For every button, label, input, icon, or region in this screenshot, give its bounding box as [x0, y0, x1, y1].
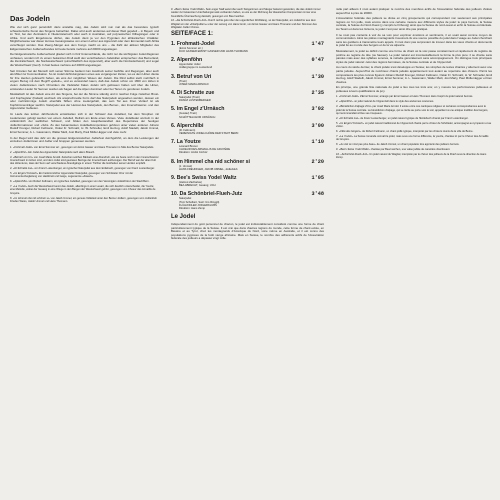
track-entry — [171, 191, 324, 209]
track-title: 1. Frohmatt-Jodel — [171, 40, 215, 47]
german-paragraphs — [10, 26, 159, 144]
track-credit: Naturjodel (Trad.) — [179, 96, 200, 100]
track-title: 5. Im Engel z'Urnäsch — [171, 106, 225, 113]
paragraph: nulle part ailleurs il n'est autant pratiqué: le nombre des membres actifs de l'Association fédérale des jodleurs d'élève aujourd'hui à près de 20000. — [336, 7, 492, 15]
track-note-title: 2. «Alpenföhn» — [336, 100, 354, 104]
track-note — [336, 100, 492, 103]
track-duration: 3'02 — [311, 106, 324, 113]
french-track-notes — [336, 95, 492, 159]
paragraph: Seit Urzeiten hat der Mensch sich seiner Stimme bedient zum Ausdruck seiner Gefühle und Regungen, aber auch als Mittel zur Kommunikation. So ist Jodeln Erfindungsraum eines aus vergangener Zeiten, wo es dem Hirten diente für ihre Herden gebraucht haben, als eins der möglichen Wesen der Jodeln. Die Rind selbst steht mehrfach in engem Bezug mit dem Begriff »jodeln«, und es verwundert kaum, daß das Jodeln schon um 1800 von Hirten in vielen Jodlerkreisen nach Chroniken die Vielstiefel Kalan Jodeln sich gebrauen haben soll über die Hirten, entstanden Lieder für Sennen wurden als Sagen auf die Alpen dominiert oder bei Tieren zu gerufenen Jodeln. — [10, 68, 159, 91]
track-credit: (J. Ummel) — [179, 164, 193, 168]
track-note — [171, 8, 324, 18]
track-note-text: La Suisse romande connaît le jodel, mais sous une forme différente, la youtze, chantée ici par le Chœur des Armaillis de Gruyère. — [336, 134, 489, 141]
track-note-text: de Robert Fellmann, un chant jodlé typique, interprété par les chœurs réunis de la ville de Berne. — [362, 129, 474, 133]
track-title: 6. Alperchilbi — [171, 122, 204, 129]
track-credit: (Gustav) Trad.) — [179, 112, 198, 116]
paragraph: En principe, une grande fête nationale du jodel a lieu tous les trois ans; on y mesure les performances jodleuses et jodleuses à leurs qualifications de jury. — [336, 85, 492, 93]
track-note — [10, 167, 159, 170]
track-credit: (Helmut Zacharias) — [179, 181, 202, 185]
paragraph: L'Association fédérale des jodleurs se divise en cinq groupements qui correspondent non seulement aux principales régions où l'on jodle, mais encore dans une certaine mesure aux différents styles de jodel: le pays bernois, la Suisse centrale, la Suisse du Nord-Ouest (y compris le Fribourg) ainsi que la Suisse du nord-ouest et enfin la Suisse occidentale. Au Tessin et dans les Grisons, le jodel n'est pour ainsi dire pas pratiqué. — [336, 16, 492, 31]
track-note — [336, 148, 492, 151]
tracklist-column — [165, 0, 330, 500]
track-entry — [171, 159, 324, 171]
track-title: 4. Di Schratte zue — [171, 90, 215, 97]
track-entry — [171, 74, 324, 86]
track-note-title: 8. «Im Himmel obe nid schöner si» — [10, 196, 50, 200]
track-note-text: Un jodel naturel du Wägital, interprété par le chœur des jodleurs de la Flüeh sous la direction de Hans Zemp. — [336, 152, 487, 159]
track-duration: 1'47 — [311, 40, 324, 47]
track-note-text: Ein Jodel des Appenzeller Naturjodels nach altem Brauch. — [28, 150, 95, 154]
german-track-notes — [10, 146, 159, 203]
side-title: SEITE/FACE 1: — [171, 30, 214, 37]
track-note-title: 7. «La Youtze» — [336, 134, 354, 138]
track-note-text: von Jakob Ummel, ein genuss Volkslied unter den Berner Jodlern, gesungen vom Jodlerklub Frieden Weiss, Jakob Ummel und Hans Thomann. — [10, 196, 157, 203]
track-note-title: 1. «Frohmatt Jodel» — [10, 145, 34, 149]
track-credit: (Ernst Sommer arr.) — [179, 46, 203, 50]
track-duration: 1'05 — [311, 175, 324, 182]
track-title: 10. Da Schönbriel-Flueh-Jutz — [171, 191, 243, 198]
paragraph: Indépendamment du goût personnel de chacun, le jodel est indiscutablement considéré comme une forme de chant particulièrement typique de la Suisse. Il est vrai que dans d'autres régions du monde, cette forme de chant existe, en Bavière et au Tyrol, chez les montagnards d'Amérique du Nord, voire même en Australie, et il est connu des populations pygmées de la forêt vierge africaine. Mais en Suisse, le nombre des adhérents actifs de l'Association fédérale des jodleurs a dépassé vingt mille. — [171, 222, 324, 241]
track-credit: CHOEUR DES ARMAILLIS DE GRUYÈRE — [179, 148, 231, 152]
track-note-text: von Robert Fellmann, ein typisches Jodellied, gesungen von den Vereinigten Jodelchören der Stadt Bern. — [28, 180, 150, 184]
track-note — [10, 180, 159, 183]
track-note — [336, 153, 492, 160]
track-note-text: von Franz Lustenberger, ein typischer Naturjodel aus dem Entlebuch, gesungen von Franz Lustenberger. — [34, 167, 155, 171]
track-credit: Jodlergruppe im Lustenlund — [179, 66, 213, 70]
track-entry — [171, 139, 324, 154]
track-note-text: Sein enger Stall weist über auch Sängerinnen und Sänger bekannt geworden, die das Jodeln immer wieder zur bekannten Unterhaltungsmusik verbanden haben, so wie es der Richtung der klassischen Komponisten immer eine freundliche Überraschung darstellt, gesungen von Bea Ineichen. — [171, 8, 321, 18]
track-note-title: 4. «Di Schratte zue» — [336, 116, 360, 120]
track-entry — [171, 123, 324, 135]
track-note-text: un jodel naturel traditionnel de l'Appenzell chanté par le chœur de Schötteler, accompagné au tympanon et au violon. — [336, 121, 492, 128]
german-text-column — [0, 0, 165, 500]
track-duration: 2'35 — [311, 90, 324, 97]
heading-das-jodeln: Das Jodeln — [10, 14, 51, 23]
track-title: 8. Im Himmel cha nid schöner si — [171, 158, 250, 165]
track-note-title: 6. «Fête des bergers» — [336, 129, 362, 133]
track-note-text: de Franz Lustenberger, un jodel naturel typique de l'Entlebuch chanté par Franz Lustenberger. — [360, 116, 469, 120]
track-note-text: de Jakob Ummel, un chant populaire très apprécié des jodleurs bernois. — [376, 142, 460, 146]
track-note-title: 3. «Bénédiction d'alpage d'Uri» — [336, 105, 372, 109]
track-note-title: 7. «La Youtze» — [10, 185, 28, 189]
paragraph: Der Eidgenössische Jodlerverband gliedert sich in fünf Unterverbände, die nicht nur die wichtigsten Jodel-Regionen umfassen, sondern ich zu einem bekannten Drall weiß den verschiedenen Jodelstilen entsprechen: das Bernerland, die Zentralschweiz, die Nordwestschweiz (einschließlich des Appenzell), aber auch die Nordostschweiz) und sogar die Westschweiz (Genf). In fast bestes mehrere auf 20000 angestiegen. — [10, 52, 159, 67]
track-entry — [171, 57, 324, 69]
track-credit: Direktion: André Corboz — [179, 151, 208, 155]
track-note — [10, 156, 159, 166]
track-note-text: un jodel naturel de l'Appenzell dans le style des anciennes coutumes. — [354, 100, 434, 104]
track-note — [10, 172, 159, 179]
track-title: 3. Betruf von Uri — [171, 73, 212, 80]
track-note-title: 3. «Betrüef von Uri» — [10, 155, 34, 159]
track-title: 2. Alpenföhn — [171, 57, 203, 64]
track-note-title: 6. «Aplerchilbi» — [10, 180, 28, 184]
track-note-title: 10. «Schönbriel-Flueh-Jutz» — [336, 152, 369, 156]
track-note — [336, 143, 492, 146]
track-note — [336, 105, 492, 115]
track-note-text: von Josef Marie Arnold. Zwischen solchen Bänkeln eine Abendruh, wie sie heute noch in den Innerschweizer Innerschweiz im Hirten sind, und dem Jodel sind gewissen Bezüge der Innerschweiz aufzuzeigen. Der Betruf war der alten Kult des Hirtentums, dass der Senn auf verschiedene Abendgänge in einem Trichter die Gottheiten seiner Herden empfahl. — [10, 155, 159, 166]
track-credit: BEA ABRECHT, Gesang; UCH — [179, 184, 216, 188]
paragraph: Il ne s'est pas contenté à voir de sa voix pour exprimer émotions et sentiments, il en usait aussi comme moyen de communication. Ainsi les pâtres montagnards trouvèrent-ils une source possible du jodel dans l'usage au Jodel cherchant sans les gardiens à transmettre leurs appels. Il n'est donc pas surprenant de trouver dans les vieux chants et documents le jodel lié au monde des bergers et de la vie alpestre. — [336, 32, 492, 48]
track-note — [10, 185, 159, 195]
track-note-title: 9. «Bee's Swiss Yodel Waltz» — [336, 147, 370, 151]
paragraph: Musikalisch ist das Jodeln eine Art des Singens, bei der die Stimme ständig und in raschen Folge zwischen Brust- und Kopfregister (Falsett) wechselt. Als anspruchsvolle Form darf das Naturjodeln angesehen werden, dessen ein oder mehrstimmige Jodeln ebenfalls Silben ohne Liedergehalt, das sein Tal aus ihren Verlauf ist als Kopfstimmenträger weithin. Naturjodel aus der Heimat des Naturjodels, den Berner-, den Innerschweizer- und den Appenzeller Gebieten. — [10, 92, 159, 111]
track-note-title: 8. «Au ciel ce n'est pas plus beau» — [336, 142, 377, 146]
track-note-text: Durch rechte gelo über den eigentlichen Wohlklang, so der Naturjodel, am Jodelchor aus dem Wägital von der »Flüehjodlern« unter der Leitung von Hans Gmür, von Ernst Gasser und Hans Thomann und den Stimmen des Wägitaler Jodler Chores. — [171, 19, 317, 30]
track-note-text: von Ernst Sommer arr., gesungen von Ernst Gasser und Hans Thomann im Stile des Berner Naturjodels. — [33, 145, 154, 149]
track-credit: (Toni Schelbert, Satz: Urs Ringgli) — [179, 200, 220, 204]
heading-le-jodel: Le Jodel — [171, 214, 196, 220]
paragraph: In der Regel wird das Jahr um die grossen Eidgenössischen Jodlerfest durchgeführt, an dem die Leistungen der einzelnen Jodlerinnen und Jodler und Gruppen gemessen werden. — [10, 135, 159, 144]
track-note — [336, 122, 492, 129]
french-paragraphs-continued — [336, 8, 492, 93]
track-note-title: 1. «Frohmatt Jodel» — [336, 95, 360, 99]
track-note — [336, 117, 492, 120]
track-note-text: par Josef Marie Arnold. Il existe entre ces cantiques religieux et certaines correspondances avec le jodel de la Suisse centrale. La bénédiction d'alpage, qui se récite au porte-voix le soir, appartient à une antique tradition des bergers, qui recommandait à Dieu ses troupeaux. — [336, 105, 489, 115]
track-note-text: chantée par Bea Ineichen, une valse jodlée de caractère divertissant. — [370, 147, 451, 151]
track-note-text: Ein herkömmlicher Appenzeller Naturjodel, gesungen vom Schötteler Chor mit der Instrumentenbegleitung von Hackbrett und Geige, sogenannte »Zäuerli«. — [10, 171, 134, 179]
french-paragraphs — [171, 223, 324, 241]
track-note — [171, 19, 324, 29]
track-credit: Naturjodel — [179, 197, 192, 201]
track-duration: 1'30 — [311, 73, 324, 80]
track-credit: DUO GASSER ERNST GASSER UND HANS THOMANN — [179, 50, 248, 54]
track-credit: Direktion: Hans Zemp — [179, 206, 205, 210]
paragraph: Musicalement, le jodel se définit comme une forme de chant où la voix passe constamment et rapidement du registre de poitrine au registre de tête (ou fausset). Le jodel naturel est incontestablement la forme la plus pure: il se chante sans paroles mais avec des syllabes sonores, la mélodie généralement sans accompagnement. On distingue trois principaux styles de jodel naturel: celui des régions bernoises, de la Suisse centrale et de l'Appenzell. — [336, 48, 492, 64]
track-note — [10, 197, 159, 204]
track-duration: 0'47 — [311, 57, 324, 64]
track-entry — [171, 106, 324, 118]
track-note-title: 2. «Alpenföhn» — [10, 150, 28, 154]
track-credit: Appenzeller Jodel — [179, 63, 201, 67]
paragraph: Im Laufe des letzten Jahrhunderts entwickelten sich in der Schweiz das Jodellied, bei dem Strophen mit Liedertexten gefolgt werden von einem Jodelteil, Refrain am Ende eines Verses. Viele Jodellieder wurzeln in der volkstümlich der weltlichen Schweiz, und bilden den Hauptbestandteil des Repertoires der heutigen Jodlerformationen und -clubs. Zu den bekanntesten Jodelliedkomponisten gehören unter vielen anderen Johann Rudolf Krenger, Robert Fellmann, Oskar Fr. Schmalz, H. W. Schneller, Emil Herzog, Adolf Stadelli, Jakob Ummel, Ernst Sommer, A. L. Gassmann, Walter Meili, Jost Marty, Paul Müller-Egger und viele mehr. — [10, 112, 159, 135]
track-note-title: 9. «Bee's Swiss Yodel Waltz» — [171, 8, 205, 11]
paragraph: Au cours du siècle dernier, le chant jodelé s'est développé en Suisse; les strophes de textes chantés y alternent avec une partie jodelée. Aujourd'hui de nombreux chants jodelés appartiennent tout autant au répertoire des chœurs. Parmi les compositeurs les plus connus figurent Johann Rudolf Krenger, Robert Fellmann, Oskar Fr. Schmalz, H. W. Schneller, Emil Herzog, Adolf Stadelli, Jakob Ummel, Ernst Sommer, A. L. Gassmann, Walter Meili, Jost Marty, Paul Müller-Egger et bien d'autres. — [336, 65, 492, 84]
track-credit: SCHÖTTELCHOR URNÄSCH — [179, 115, 216, 119]
track-title: 9. Bee's Swiss Yodel Waltz — [171, 175, 237, 182]
german-track-notes-continued — [171, 8, 324, 29]
french-text-column — [330, 0, 500, 500]
track-list — [171, 41, 324, 210]
track-note-text: Auch die Westschweiz kennt das Jodeln, allerdings in einer Lesart, die sich deutlich unterscheidet, die Youtze; eine Melodie, wobei der Gesang in eine Wiege in den Bergen der Westschweiz gehört, gesungen vom Choeur des Armaillis de Gruyère. — [10, 185, 156, 195]
track-credit: FRANZ LUSTENBERGER — [179, 99, 211, 103]
track-note-title: 4. «Di Schratte zue» — [10, 167, 34, 171]
track-credit: VEREINIGTE JODELCHÖRE DER STADT BERN — [179, 131, 239, 135]
track-entry — [171, 90, 324, 102]
track-title: 7. La Youtze — [171, 139, 201, 146]
track-credit: FLÜHJODLER JODLERKLUBS — [179, 203, 217, 207]
paragraph: Wie viel sich ganz persönlich dazu anstellte mag, das Jodeln wird nun mal als das besondere typisch schweizerische Kunst des Singens betrachtet. Dabei wird auch anderswo auf dieser Welt gejodelt – in Bayern und im Tirol, bei den Zentralern in Niederösterreich oder auch in Australien, auf polynesischen Kilbegängen oder in Afrika. Und auch Eingeborene dürfen, das Jodeln dient ja vor den Pygmäen der afrikanischen Urwälder. Möglicherweise war dieser kuriose Gesangsweise von einem Lehrer aus Appenzell oder dem Emmental nach Afrika verschleppt worden. Das Zwerg-Sänger aus dem Kongo macht es uns – die Zahl der aktiven Mitglieder des Eidgenössischen Jodlerverbandes ist heute bereits mehrere auf 20000 angestiegen. — [10, 25, 159, 51]
track-duration: 3'48 — [311, 191, 324, 198]
track-note — [10, 151, 159, 154]
track-duration: 3'00 — [311, 122, 324, 129]
track-note — [10, 146, 159, 149]
track-credit: HANS FREUDIGER, JAKOB UMMEL, Jodlerklub — [179, 167, 238, 171]
track-note-text: d'Ernst Sommer, arrangé par Ernst Gasser et Hans Thomann dans l'esprit du jodel naturel bernois. — [359, 95, 474, 99]
track-duration: 2'20 — [311, 158, 324, 165]
track-credit: Léonard Brunet — [179, 145, 198, 149]
track-credit: (R. Fellmann) — [179, 128, 196, 132]
track-entry — [171, 175, 324, 187]
track-duration: 1'10 — [311, 139, 324, 146]
track-note-title: 10. «Da Schönbriel-Flueh-Jutz» — [171, 19, 208, 23]
track-credit: (Trad.) — [179, 79, 187, 83]
track-note — [336, 95, 492, 98]
track-entry — [171, 41, 324, 53]
track-credit: JOSEF MARIA ARNOLD — [179, 82, 209, 86]
track-note-title: 5. «Im Engel z'Urnäsch» — [10, 171, 39, 175]
track-note — [336, 135, 492, 142]
track-note-title: 5. «Im Engel z'Urnäsch» — [336, 121, 365, 125]
track-note — [336, 130, 492, 133]
